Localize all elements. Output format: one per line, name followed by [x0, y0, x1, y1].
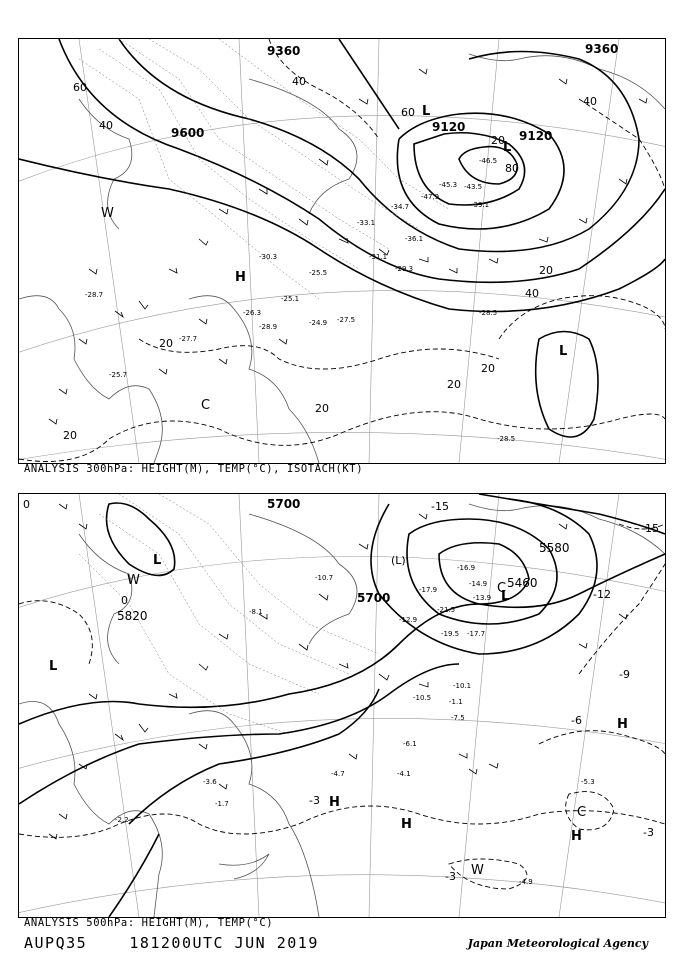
temperature-value: -47.9 — [421, 193, 440, 201]
pressure-center-l: L — [501, 589, 510, 604]
isotherm-label: -15 — [641, 522, 659, 535]
pressure-center-l: L — [559, 344, 568, 359]
height-label: 5580 — [539, 541, 570, 555]
height-labels — [171, 42, 618, 143]
temperature-value: -4.9 — [519, 878, 533, 886]
temperature-value: -21.5 — [437, 606, 456, 614]
height-label: 9120 — [519, 129, 553, 143]
pressure-center-l: L — [153, 553, 162, 568]
isotherm-labels — [23, 498, 659, 883]
isotach-label: 20 — [63, 429, 77, 442]
height-label: 5700 — [357, 591, 391, 605]
chart-id-footer — [24, 934, 319, 952]
height-label: 5700 — [267, 497, 301, 511]
pressure-center-l: L — [422, 104, 431, 119]
temperature-value: -10.7 — [315, 574, 334, 582]
temperature-value: -3.6 — [203, 778, 217, 786]
coastline — [19, 504, 665, 917]
isotach-label: 40 — [583, 95, 597, 108]
temperature-value: -13.9 — [473, 594, 492, 602]
isotach-label: 20 — [315, 402, 329, 415]
pressure-center-h: H — [329, 795, 340, 810]
temperature-value: -28.5 — [479, 309, 498, 317]
isotherm-label: 0 — [23, 498, 30, 511]
temperature-value: -39.1 — [471, 201, 490, 209]
height-label: 5820 — [117, 609, 148, 623]
weather-map-300hpa — [19, 39, 665, 463]
temperature-value: -34.7 — [391, 203, 410, 211]
height-label: 9360 — [585, 42, 619, 56]
coastline — [19, 54, 665, 463]
panel-caption-500hpa: ANALYSIS 500hPa: HEIGHT(M), TEMP(°C) — [24, 917, 274, 929]
temperature-value: -1.7 — [215, 800, 229, 808]
height-label: 9120 — [432, 120, 466, 134]
temperature-value: -31.1 — [369, 253, 388, 261]
pressure-centers — [49, 553, 628, 878]
temperature-value: -16.9 — [457, 564, 476, 572]
temperature-value: -28.7 — [85, 291, 104, 299]
isotherm-label: 0 — [121, 594, 128, 607]
warm-center-w: W — [101, 206, 114, 221]
temperature-value: -29.3 — [395, 265, 414, 273]
height-labels — [117, 497, 570, 623]
isotherm-label: -15 — [431, 500, 449, 513]
panel-caption-300hpa: ANALYSIS 300hPa: HEIGHT(M), TEMP(°C), ISOTACH(KT) — [24, 463, 364, 475]
height-label: 9600 — [171, 126, 205, 140]
temperature-value: -46.5 — [479, 157, 498, 165]
cold-center-c: C — [201, 398, 211, 413]
temperature-value: -7.5 — [451, 714, 465, 722]
pressure-center-h: H — [617, 717, 628, 732]
map-panel-300hpa — [18, 38, 666, 464]
pressure-center-h: H — [235, 270, 246, 285]
valid-time: 181200UTC JUN 2019 — [129, 934, 319, 952]
temperature-value: -10.1 — [453, 682, 472, 690]
warm-center-w: W — [127, 573, 140, 588]
isotach-label: 20 — [539, 264, 553, 277]
temperature-value: -30.3 — [259, 253, 278, 261]
temperature-value: -19.5 — [441, 630, 460, 638]
temperature-value: -25.7 — [109, 371, 128, 379]
temperature-value: -26.3 — [243, 309, 262, 317]
isotherm-label: -3 — [643, 826, 654, 839]
isotach-label: 20 — [159, 337, 173, 350]
temperature-value: -1.1 — [449, 698, 463, 706]
temperature-value: -36.1 — [405, 235, 424, 243]
isotach-label: 60 — [401, 106, 415, 119]
temperature-value: -4.7 — [331, 770, 345, 778]
pressure-center-l: H — [571, 829, 582, 844]
isotherm-label: -3 — [445, 870, 456, 883]
temperature-value: -6.1 — [403, 740, 417, 748]
temperature-value: -10.5 — [413, 694, 432, 702]
pressure-center-l: L — [49, 659, 58, 674]
chart-code: AUPQ35 — [24, 934, 88, 952]
temperature-value: -25.5 — [309, 269, 328, 277]
agency-name: Japan Meteorological Agency — [467, 937, 648, 950]
wind-barbs — [49, 69, 647, 424]
graticule — [19, 494, 665, 917]
temperature-samples — [85, 157, 515, 443]
weather-map-500hpa — [19, 494, 665, 917]
isotach-label: 40 — [292, 75, 306, 88]
isotherm-label: -6 — [571, 714, 582, 727]
temperature-value: -33.1 — [357, 219, 376, 227]
temperature-value: -45.3 — [439, 181, 458, 189]
isotach-label: 80 — [505, 162, 519, 175]
temperature-value: -25.1 — [281, 295, 300, 303]
height-label: 9360 — [267, 44, 301, 58]
isotherm-label: -12 — [593, 588, 611, 601]
temperature-value: -2.2 — [115, 816, 129, 824]
temperature-value: -28.5 — [497, 435, 516, 443]
cold-center-c: C — [497, 581, 507, 596]
temperature-value: -17.7 — [467, 630, 486, 638]
temperature-value: -17.9 — [419, 586, 438, 594]
pressure-center-l: L — [503, 140, 512, 155]
temperature-value: -43.5 — [464, 183, 483, 191]
map-panel-500hpa — [18, 493, 666, 918]
temperature-value: -4.1 — [397, 770, 411, 778]
temperature-value: -5.3 — [581, 778, 595, 786]
height-label: 5460 — [507, 576, 538, 590]
isotach-label: 40 — [99, 119, 113, 132]
warm-center-w: W — [471, 863, 484, 878]
temperature-value: -24.9 — [309, 319, 328, 327]
temperature-value: -27.5 — [337, 316, 356, 324]
temperature-value: -14.9 — [469, 580, 488, 588]
isotherm-label: -9 — [619, 668, 630, 681]
temperature-value: -27.7 — [179, 335, 198, 343]
isotach-label: 20 — [481, 362, 495, 375]
temperature-value: -12.9 — [399, 616, 418, 624]
isotach-label: 20 — [491, 134, 505, 147]
isotach-label: 60 — [73, 81, 87, 94]
pressure-center-h: H — [401, 817, 412, 832]
temperature-samples — [115, 564, 595, 886]
temperature-value: -8.1 — [249, 608, 263, 616]
temperature-value: -28.9 — [259, 323, 278, 331]
isotherms — [19, 524, 665, 889]
isotach-label: 40 — [525, 287, 539, 300]
pressure-center-l: (L) — [391, 554, 406, 567]
isotherm-label: -3 — [309, 794, 320, 807]
cold-center-c: C — [577, 805, 587, 820]
isotach-label: 20 — [447, 378, 461, 391]
